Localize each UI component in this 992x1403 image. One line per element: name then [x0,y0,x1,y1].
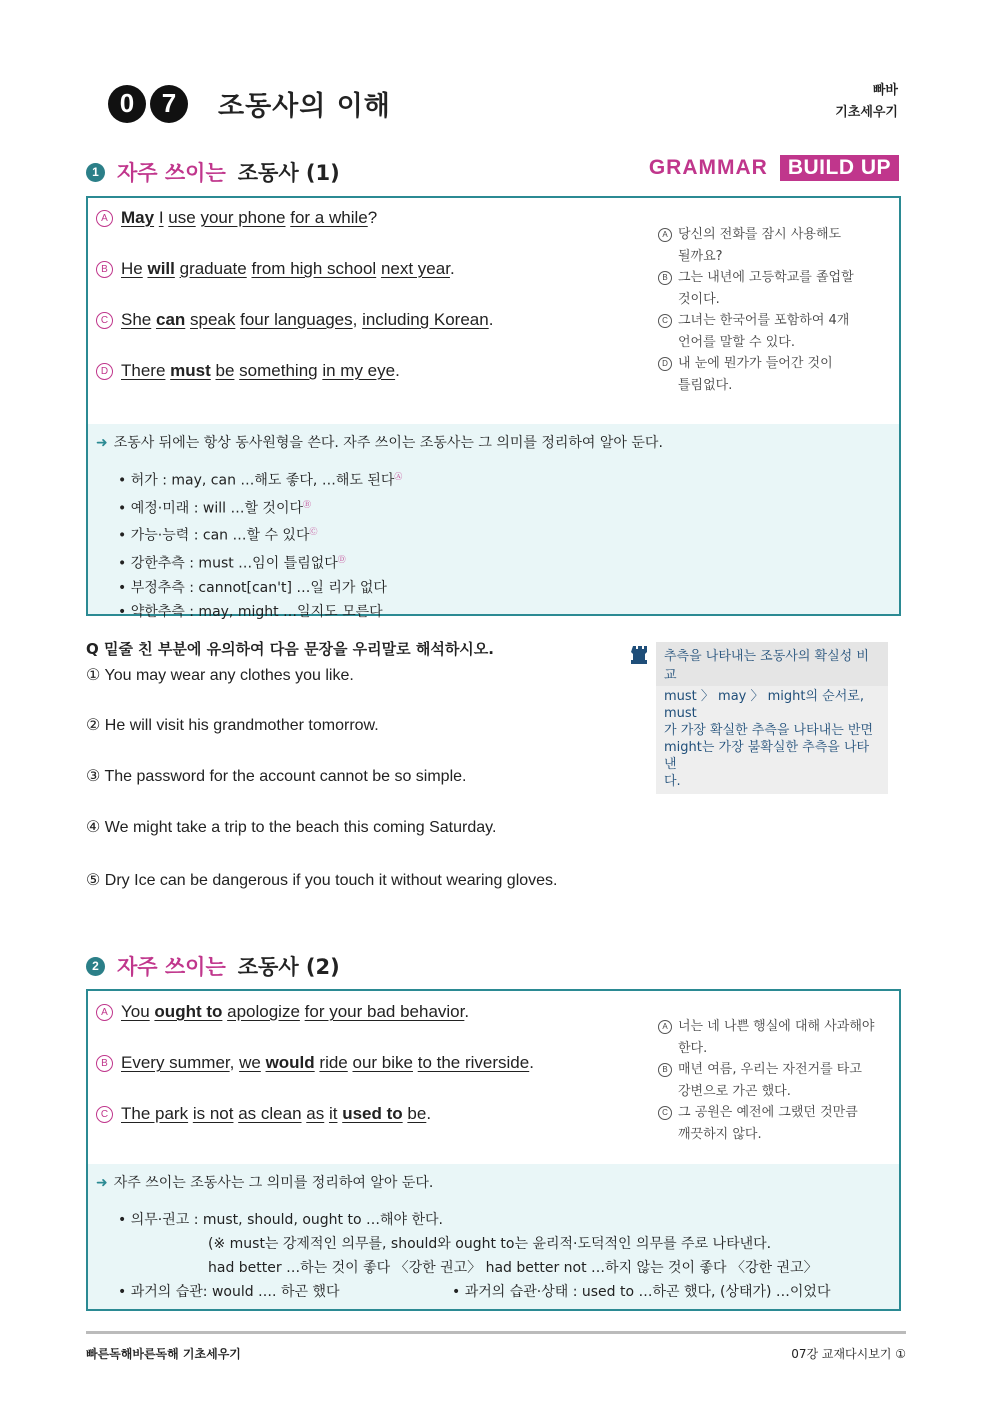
translation-line: 것이다. [678,291,720,307]
example-token: There [121,361,166,380]
notes-bullet: • 예정·미래 : will …할 것이다Ⓑ [118,499,311,517]
translation-line: 매년 여름, 우리는 자전거를 타고 [678,1062,862,1077]
quiz-item: ⑤ Dry Ice can be dangerous if you touch it without wearing gloves. [86,872,558,889]
section-2-title [86,951,340,981]
example-token: . [426,1104,432,1123]
example-label-icon: A [96,1004,113,1021]
reference-mark: Ⓒ [309,527,318,537]
footer-right: 07강 교재다시보기 ① [791,1347,906,1361]
notes-head-1: ➜ 조동사 뒤에는 항상 동사원형을 쓴다. 자주 쓰이는 조동사는 그 의미를 정리하여 알아 둔다. [96,435,663,451]
translation-line: 언어를 말할 수 있다. [678,334,795,350]
translation-item [658,1059,893,1102]
example-token: we [239,1053,261,1072]
example-token: The park [121,1104,189,1123]
example-token: ought to [154,1002,223,1021]
example-token: our bike [352,1053,413,1072]
example-token: used to [342,1104,403,1123]
translation-line: 그녀는 한국어를 포함하여 4개 [678,313,850,328]
example-token: . [395,361,400,380]
section-number-icon: 1 [86,163,105,182]
example-label-icon: D [96,363,113,380]
translation-line: 강변으로 가곤 했다. [678,1083,791,1099]
quiz-prompt: Q 밑줄 친 부분에 유의하여 다음 문장을 우리말로 해석하시오. [86,640,494,658]
example-token: I [158,208,164,227]
example-token: will [147,259,175,278]
section-2-title-pink: 자주 쓰이는 [117,955,226,979]
tip-title: 추측을 나타내는 조동사의 확실성 비교 [656,642,888,686]
quiz-item: ③ The password for the account cannot be so simple. [86,768,467,785]
tip-box [656,642,888,794]
arrow-icon: ➜ [96,435,108,451]
reference-mark: Ⓓ [337,554,346,564]
notes-bullets-1 [118,465,402,624]
chess-icon [630,644,650,670]
notes-bullet: • 강한추측 : must …임이 틀림없다Ⓓ [118,554,346,572]
example-token: for your bad behavior [304,1002,465,1021]
example-label-icon: C [96,312,113,329]
example-token: , [229,1053,240,1072]
translation-line: 그 공원은 예전에 그랬던 것만큼 [678,1105,858,1120]
translation-line: 될까요? [678,248,723,264]
example-token: speak [190,310,236,329]
section-1-title-dark: 조동사 (1) [237,161,340,185]
section-1-title [86,157,340,187]
translation-item [658,267,893,310]
tip-line: 다. [664,774,681,789]
example-token: can [155,310,186,329]
brand-label [835,80,898,124]
example-token: including Korean [362,310,489,329]
example-token: something [239,361,318,380]
example-label-icon: B [96,1055,113,1072]
arrow-icon: ➜ [96,1175,108,1191]
section-number-icon: 2 [86,957,105,976]
lesson-digit-1: 0 [108,85,146,123]
example-token: as [306,1104,325,1123]
grammar-label: GRAMMAR [648,156,768,179]
translations-list-2 [658,1016,893,1145]
translation-line: 너는 네 나쁜 행실에 대해 사과해야 [678,1019,875,1034]
footer-divider [86,1331,906,1334]
example-sentence [96,259,455,279]
notes2-line-3: had better …하는 것이 좋다 〈강한 권고〉 had better not …하지 않는 것이 좋다 〈강한 권고〉 [208,1260,818,1276]
example-label-icon: B [96,261,113,278]
translation-item [658,224,893,267]
translation-line: 한다. [678,1040,708,1056]
translation-label-icon: B [658,271,672,285]
section-2-title-dark: 조동사 (2) [237,955,340,979]
translation-label-icon: A [658,1020,672,1034]
example-token: May [121,208,155,227]
notes-bullet: • 약한추측 : may, might …일지도 모른다 [118,603,383,620]
notes2-line-1: • 의무·권고 : must, should, ought to …해야 한다. [118,1212,443,1228]
notes2-line-4a: • 과거의 습관: would …. 하곤 했다 [118,1284,340,1300]
example-token: ? [367,208,378,227]
lesson-digit-2: 7 [150,85,188,123]
tip-line: might는 가장 불확실한 추측을 나타낸 [664,740,870,772]
example-token: graduate [179,259,247,278]
translation-line: 당신의 전화를 잠시 사용해도 [678,227,842,242]
translation-line: 내 눈에 뭔가가 들어간 것이 [678,356,833,371]
lesson-header [108,84,391,123]
example-box-1 [86,196,901,620]
lesson-title: 조동사의 이해 [218,91,391,122]
translations-list-1 [658,224,893,396]
translation-item [658,1016,893,1059]
example-token: from high school [251,259,377,278]
build-up-label: BUILD UP [780,155,899,181]
example-token: , [352,310,363,329]
notes-bullet: • 가능·능력 : can …할 수 있다Ⓒ [118,527,318,544]
quiz-item: ② He will visit his grandmother tomorrow. [86,717,379,734]
translation-line: 틀림없다. [678,377,733,393]
grammar-build-up-badge [649,155,899,181]
example-label-icon: A [96,210,113,227]
example-token: . [529,1053,534,1072]
example-token: . [464,1002,470,1021]
example-token: it [328,1104,338,1123]
translation-line: 그는 내년에 고등학교를 졸업할 [678,270,854,285]
example-token: would [265,1053,315,1072]
example-token: be [215,361,235,380]
translation-item [658,353,893,396]
example-token: ride [319,1053,348,1072]
notes2-line-2: (※ must는 강제적인 의무를, should와 ought to는 윤리적·도덕적인 의무를 주로 나타낸다. [208,1236,772,1252]
example-token: to the riverside [417,1053,530,1072]
translation-label-icon: C [658,1106,672,1120]
notes-bullet: • 부정추측 : cannot[can't] …일 리가 없다 [118,579,387,596]
example-sentence [96,310,493,330]
example-token: your phone [200,208,286,227]
example-token: You [121,1002,150,1021]
translation-line: 깨끗하지 않다. [678,1126,762,1142]
translation-label-icon: D [658,357,672,371]
example-token: . [488,310,494,329]
example-token: She [121,310,152,329]
footer-left: 빠른독해바른독해 기초세우기 [86,1347,241,1361]
example-token: Every summer [121,1053,230,1072]
notes-panel-1 [88,424,899,620]
notes2-line-4b: • 과거의 습관·상태 : used to …하곤 했다, (상태가) …이었다 [452,1284,831,1300]
example-token: is not [192,1104,234,1123]
example-token: in my eye [322,361,396,380]
example-token: use [168,208,196,227]
translation-label-icon: A [658,228,672,242]
example-token: He [121,259,143,278]
quiz-item: ① You may wear any clothes you like. [86,667,354,684]
translation-label-icon: C [658,314,672,328]
tip-line: must 〉 may 〉 might의 순서로, must [664,689,864,721]
notes-panel-2 [88,1164,899,1309]
example-label-icon: C [96,1106,113,1123]
example-token: be [407,1104,427,1123]
example-box-2 [86,989,901,1311]
example-sentence [96,361,400,381]
tip-body [656,686,888,794]
notes-bullet: • 허가 : may, can …해도 좋다, …해도 된다Ⓐ [118,472,403,489]
example-token: must [170,361,211,380]
translation-label-icon: B [658,1063,672,1077]
example-sentence [96,208,377,228]
example-sentence [96,1053,534,1073]
notes-head-2: ➜ 자주 쓰이는 조동사는 그 의미를 정리하여 알아 둔다. [96,1175,434,1191]
example-token: four languages [240,310,353,329]
translation-item [658,310,893,353]
translation-item [658,1102,893,1145]
reference-mark: Ⓐ [394,472,403,481]
tip-line: 가 가장 확실한 추측을 나타내는 반면 [664,723,874,738]
example-sentence [96,1104,431,1124]
example-token: . [449,259,455,278]
reference-mark: Ⓑ [303,499,311,509]
example-token: next year [380,259,450,278]
example-sentence [96,1002,469,1022]
brand-line-1: 빠바 [872,83,898,98]
section-1-title-pink: 자주 쓰이는 [117,161,226,185]
brand-line-2: 기초세우기 [835,105,898,120]
example-token: as clean [238,1104,302,1123]
quiz-item: ④ We might take a trip to the beach this coming Saturday. [86,819,497,836]
example-token: apologize [227,1002,300,1021]
example-token: for a while [290,208,368,227]
